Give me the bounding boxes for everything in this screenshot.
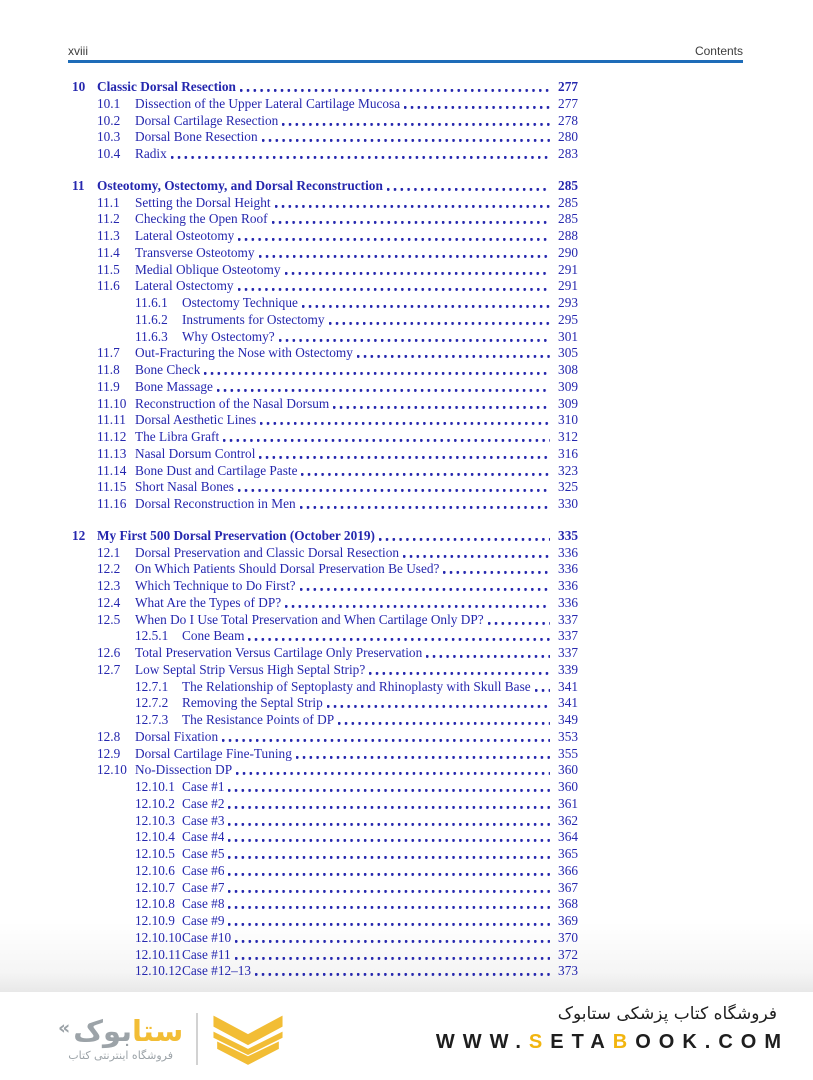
url-gold-letter: S bbox=[528, 1031, 551, 1053]
running-head: Contents bbox=[694, 44, 743, 58]
toc-entry bbox=[72, 863, 578, 880]
toc-entry bbox=[72, 829, 578, 846]
toc-entry bbox=[72, 362, 578, 379]
dot-leader bbox=[238, 79, 550, 96]
toc-entry bbox=[72, 628, 578, 645]
toc-entry bbox=[72, 262, 578, 279]
setabook-logo bbox=[58, 1008, 285, 1070]
entry-number: 12.10.10 bbox=[135, 929, 182, 945]
toc-entry bbox=[72, 345, 578, 362]
bookstore-footer bbox=[0, 992, 813, 1080]
entry-title: Case #7 bbox=[182, 879, 225, 895]
toc-entry bbox=[72, 379, 578, 396]
entry-title: Lateral Osteotomy bbox=[135, 228, 235, 243]
entry-page-number: 301 bbox=[558, 328, 578, 344]
toc-entry bbox=[72, 813, 578, 830]
url-text: ETA bbox=[550, 1031, 613, 1053]
entry-number: 11.15 bbox=[97, 479, 127, 495]
header-rule bbox=[68, 60, 743, 63]
dot-leader bbox=[226, 880, 550, 897]
page-header bbox=[68, 44, 743, 58]
wordmark-gold: ستا bbox=[132, 1014, 184, 1049]
toc-entry bbox=[72, 463, 578, 480]
toc-entry bbox=[72, 146, 578, 163]
entry-title: Case #11 bbox=[182, 946, 231, 962]
toc-entry bbox=[72, 396, 578, 413]
toc-entry bbox=[72, 278, 578, 295]
dot-leader bbox=[226, 863, 550, 880]
entry-page-number: 277 bbox=[558, 95, 578, 111]
entry-title: Ostectomy Technique bbox=[182, 295, 298, 310]
entry-page-number: 372 bbox=[558, 946, 578, 962]
entry-page-number: 337 bbox=[558, 611, 578, 627]
entry-number: 12.7 bbox=[97, 661, 121, 677]
dot-leader bbox=[377, 528, 550, 545]
entry-title: Case #6 bbox=[182, 862, 225, 878]
entry-number: 12.10.3 bbox=[135, 812, 175, 828]
dot-leader bbox=[226, 896, 550, 913]
entry-title: Low Septal Strip Versus High Septal Strip? bbox=[135, 661, 366, 677]
entry-title: Checking the Open Roof bbox=[135, 211, 268, 227]
entry-page-number: 341 bbox=[558, 695, 578, 711]
entry-title: Case #9 bbox=[182, 913, 225, 928]
toc-entry bbox=[72, 479, 578, 496]
toc-entry bbox=[72, 679, 578, 696]
logo-tagline: فروشگاه اینترنتی کتاب bbox=[68, 1048, 173, 1062]
entry-number: 12.10.7 bbox=[135, 879, 175, 895]
website-url bbox=[436, 1031, 789, 1054]
dot-leader bbox=[273, 195, 550, 212]
toc-entry bbox=[72, 412, 578, 429]
dot-leader bbox=[385, 178, 550, 195]
dot-leader bbox=[202, 362, 550, 379]
entry-number: 12.10.5 bbox=[135, 846, 175, 861]
entry-number: 12.10.1 bbox=[135, 779, 175, 794]
entry-page-number: 370 bbox=[558, 929, 578, 945]
entry-title: Dorsal Preservation and Classic Dorsal Resection bbox=[135, 544, 400, 560]
entry-page-number: 355 bbox=[558, 745, 578, 761]
dot-leader bbox=[226, 796, 550, 813]
entry-page-number: 360 bbox=[558, 779, 578, 794]
entry-number: 11.14 bbox=[97, 462, 127, 478]
toc-entry bbox=[72, 545, 578, 562]
toc-entry bbox=[72, 880, 578, 897]
logo-wordmark-block bbox=[58, 1016, 183, 1061]
entry-number: 12.6 bbox=[97, 645, 121, 660]
entry-page-number: 308 bbox=[558, 362, 578, 377]
entry-number: 12.10.6 bbox=[135, 862, 175, 878]
dot-leader bbox=[233, 930, 550, 947]
entry-page-number: 309 bbox=[558, 395, 578, 411]
entry-title: Dorsal Fixation bbox=[135, 728, 219, 744]
toc-entry bbox=[72, 796, 578, 813]
dot-leader bbox=[401, 545, 550, 562]
entry-title: Case #8 bbox=[182, 896, 225, 912]
entry-number: 11.2 bbox=[97, 211, 120, 227]
entry-page-number: 339 bbox=[558, 661, 578, 677]
entry-title: Removing the Septal Strip bbox=[182, 695, 323, 711]
entry-page-number: 360 bbox=[558, 762, 578, 778]
entry-page-number: 337 bbox=[558, 628, 578, 644]
entry-page-number: 341 bbox=[558, 678, 578, 694]
entry-number: 11.1 bbox=[97, 194, 120, 210]
dot-leader bbox=[226, 813, 550, 830]
entry-title: Case #4 bbox=[182, 829, 225, 845]
entry-number: 12.5.1 bbox=[135, 628, 169, 644]
toc-entry bbox=[72, 612, 578, 629]
dot-leader bbox=[402, 96, 550, 113]
entry-page-number: 295 bbox=[558, 311, 578, 327]
entry-page-number: 337 bbox=[558, 645, 578, 660]
toc-entry bbox=[72, 329, 578, 346]
entry-title: The Libra Graft bbox=[135, 429, 220, 444]
entry-page-number: 288 bbox=[558, 228, 578, 243]
entry-page-number: 373 bbox=[558, 963, 578, 979]
entry-page-number: 330 bbox=[558, 496, 578, 511]
entry-page-number: 336 bbox=[558, 544, 578, 560]
dot-leader bbox=[220, 729, 550, 746]
toc-entry bbox=[72, 762, 578, 779]
dot-leader bbox=[257, 245, 550, 262]
dot-leader bbox=[441, 561, 550, 578]
entry-number: 12 bbox=[72, 527, 86, 543]
entry-page-number: 280 bbox=[558, 129, 578, 145]
toc-entry bbox=[72, 712, 578, 729]
entry-page-number: 309 bbox=[558, 378, 578, 394]
footer-text-block bbox=[436, 1004, 789, 1054]
dot-leader bbox=[234, 762, 550, 779]
entry-title: Dorsal Aesthetic Lines bbox=[135, 412, 257, 428]
entry-number: 10.2 bbox=[97, 112, 121, 128]
entry-page-number: 336 bbox=[558, 578, 578, 593]
dot-leader bbox=[424, 645, 550, 662]
logo-divider bbox=[196, 1013, 198, 1065]
entry-number: 11.8 bbox=[97, 362, 120, 377]
entry-page-number: 305 bbox=[558, 345, 578, 361]
dot-leader bbox=[233, 947, 550, 964]
dot-leader bbox=[236, 479, 550, 496]
entry-title: Cone Beam bbox=[182, 628, 245, 644]
toc-entry bbox=[72, 595, 578, 612]
entry-title: Dorsal Cartilage Resection bbox=[135, 112, 279, 128]
entry-title: Case #3 bbox=[182, 812, 225, 828]
entry-page-number: 364 bbox=[558, 829, 578, 845]
toc-entry bbox=[72, 930, 578, 947]
url-text: WWW. bbox=[435, 1031, 529, 1053]
dot-leader bbox=[355, 345, 550, 362]
entry-title: Out-Fracturing the Nose with Ostectomy bbox=[135, 345, 353, 361]
toc-entry bbox=[72, 113, 578, 130]
logo-wordmark bbox=[73, 1014, 184, 1049]
entry-number: 12.2 bbox=[97, 561, 121, 577]
entry-title: Bone Massage bbox=[135, 378, 213, 394]
entry-page-number: 285 bbox=[558, 194, 578, 210]
entry-number: 10 bbox=[72, 79, 86, 94]
entry-title: The Relationship of Septoplasty and Rhinoplasty with Skull Base bbox=[182, 678, 531, 694]
entry-title: Dorsal Bone Resection bbox=[135, 129, 258, 145]
entry-title: The Resistance Points of DP bbox=[182, 712, 335, 727]
url-text: OOK.COM bbox=[635, 1031, 789, 1053]
entry-number: 11.12 bbox=[97, 429, 127, 444]
entry-page-number: 285 bbox=[558, 177, 578, 193]
entry-title: Short Nasal Bones bbox=[135, 479, 234, 495]
dot-leader bbox=[215, 379, 550, 396]
toc-entry bbox=[72, 729, 578, 746]
entry-number: 11.10 bbox=[97, 395, 127, 411]
toc-list bbox=[72, 79, 578, 980]
entry-title: No-Dissection DP bbox=[135, 762, 233, 778]
entry-number: 12.1 bbox=[97, 544, 121, 560]
toc-entry bbox=[72, 129, 578, 146]
entry-title: Why Ostectomy? bbox=[182, 328, 275, 344]
entry-title: Transverse Osteotomy bbox=[135, 244, 255, 260]
entry-page-number: 291 bbox=[558, 261, 578, 277]
store-name: فروشگاه کتاب پزشکی ستابوک bbox=[557, 1004, 777, 1024]
toc-entry bbox=[72, 947, 578, 964]
toc-entry bbox=[72, 528, 578, 545]
entry-title: Reconstruction of the Nasal Dorsum bbox=[135, 395, 330, 411]
entry-number: 11.4 bbox=[97, 244, 120, 260]
dot-leader bbox=[226, 846, 550, 863]
toc-entry bbox=[72, 662, 578, 679]
toc-entry bbox=[72, 79, 578, 96]
entry-number: 11.5 bbox=[97, 261, 120, 277]
entry-title: Radix bbox=[135, 146, 167, 161]
entry-number: 12.10.8 bbox=[135, 896, 175, 912]
entry-number: 11.3 bbox=[97, 228, 120, 243]
entry-page-number: 353 bbox=[558, 728, 578, 744]
toc-entry bbox=[72, 429, 578, 446]
dot-leader bbox=[253, 963, 550, 980]
dot-leader bbox=[283, 262, 550, 279]
entry-number: 12.10.2 bbox=[135, 795, 175, 811]
entry-title: Osteotomy, Ostectomy, and Dorsal Reconstruction bbox=[97, 177, 383, 193]
entry-number: 10.3 bbox=[97, 129, 121, 145]
toc-entry bbox=[72, 746, 578, 763]
entry-page-number: 367 bbox=[558, 879, 578, 895]
url-gold-letter: B bbox=[612, 1031, 636, 1053]
entry-title: Which Technique to Do First? bbox=[135, 578, 296, 593]
entry-title: Classic Dorsal Resection bbox=[97, 79, 236, 94]
entry-title: Case #2 bbox=[182, 795, 225, 811]
entry-page-number: 293 bbox=[558, 295, 578, 310]
entry-page-number: 365 bbox=[558, 846, 578, 861]
entry-title: When Do I Use Total Preservation and When Cartilage Only DP? bbox=[135, 611, 484, 627]
entry-page-number: 368 bbox=[558, 896, 578, 912]
entry-title: Lateral Ostectomy bbox=[135, 278, 234, 294]
entry-page-number: 366 bbox=[558, 862, 578, 878]
dot-leader bbox=[226, 779, 550, 796]
entry-page-number: 336 bbox=[558, 594, 578, 610]
entry-page-number: 336 bbox=[558, 561, 578, 577]
entry-number: 11.6.3 bbox=[135, 328, 168, 344]
dot-leader bbox=[294, 746, 550, 763]
entry-number: 12.5 bbox=[97, 611, 121, 627]
entry-number: 12.9 bbox=[97, 745, 121, 761]
entry-title: Case #5 bbox=[182, 846, 225, 861]
toc-entry bbox=[72, 228, 578, 245]
dot-leader bbox=[226, 829, 550, 846]
entry-number: 11.13 bbox=[97, 445, 127, 461]
dot-leader bbox=[336, 712, 550, 729]
toc-entry bbox=[72, 846, 578, 863]
dot-leader bbox=[533, 679, 550, 696]
dot-leader bbox=[260, 129, 550, 146]
entry-title: Dorsal Reconstruction in Men bbox=[135, 496, 296, 511]
entry-page-number: 277 bbox=[558, 79, 578, 94]
entry-title: Instruments for Ostectomy bbox=[182, 311, 325, 327]
entry-number: 11.6.1 bbox=[135, 295, 168, 310]
toc-entry bbox=[72, 211, 578, 228]
entry-page-number: 310 bbox=[558, 412, 578, 428]
entry-page-number: 312 bbox=[558, 429, 578, 444]
dot-leader bbox=[270, 211, 550, 228]
dot-leader bbox=[327, 312, 550, 329]
entry-number: 12.7.1 bbox=[135, 678, 169, 694]
entry-title: Case #1 bbox=[182, 779, 225, 794]
dot-leader bbox=[325, 695, 550, 712]
entry-title: My First 500 Dorsal Preservation (October 2019) bbox=[97, 527, 375, 543]
entry-title: Bone Dust and Cartilage Paste bbox=[135, 462, 298, 478]
entry-number: 10.1 bbox=[97, 95, 121, 111]
dot-leader bbox=[300, 295, 550, 312]
toc-entry bbox=[72, 96, 578, 113]
entry-title: What Are the Types of DP? bbox=[135, 594, 282, 610]
entry-page-number: 316 bbox=[558, 445, 578, 461]
toc-entry bbox=[72, 496, 578, 513]
entry-title: Dorsal Cartilage Fine-Tuning bbox=[135, 745, 292, 761]
entry-number: 11.11 bbox=[97, 412, 126, 428]
toc-entry bbox=[72, 312, 578, 329]
entry-page-number: 335 bbox=[558, 527, 578, 543]
entry-page-number: 362 bbox=[558, 812, 578, 828]
entry-number: 12.7.3 bbox=[135, 712, 169, 727]
toc-entry bbox=[72, 963, 578, 980]
guillemet-icon: « bbox=[58, 1017, 71, 1040]
dot-leader bbox=[277, 329, 550, 346]
entry-number: 10.4 bbox=[97, 146, 121, 161]
entry-number: 12.10.11 bbox=[135, 946, 182, 962]
toc-entry bbox=[72, 195, 578, 212]
entry-title: Nasal Dorsum Control bbox=[135, 445, 256, 461]
wordmark-gray: بوک bbox=[73, 1014, 133, 1049]
entry-number: 12.10.9 bbox=[135, 913, 175, 928]
entry-number: 12.10.12 bbox=[135, 963, 182, 979]
dot-leader bbox=[486, 612, 550, 629]
toc-entry bbox=[72, 913, 578, 930]
entry-title: Case #10 bbox=[182, 929, 232, 945]
toc-entry bbox=[72, 446, 578, 463]
entry-number: 11.7 bbox=[97, 345, 120, 361]
toc-entry bbox=[72, 578, 578, 595]
entry-title: Setting the Dorsal Height bbox=[135, 194, 271, 210]
dot-leader bbox=[226, 913, 550, 930]
entry-page-number: 291 bbox=[558, 278, 578, 294]
toc-entry bbox=[72, 178, 578, 195]
dot-leader bbox=[258, 412, 550, 429]
entry-page-number: 325 bbox=[558, 479, 578, 495]
dot-leader bbox=[298, 578, 550, 595]
entry-number: 11 bbox=[72, 177, 85, 193]
entry-page-number: 285 bbox=[558, 211, 578, 227]
dot-leader bbox=[246, 628, 550, 645]
toc-entry bbox=[72, 779, 578, 796]
folio-page-number: xviii bbox=[68, 44, 88, 58]
entry-title: Case #12–13 bbox=[182, 963, 252, 979]
dot-leader bbox=[283, 595, 550, 612]
entry-number: 12.8 bbox=[97, 728, 121, 744]
entry-number: 12.4 bbox=[97, 594, 121, 610]
entry-page-number: 361 bbox=[558, 795, 578, 811]
dot-leader bbox=[280, 113, 550, 130]
entry-title: Bone Check bbox=[135, 362, 201, 377]
dot-leader bbox=[367, 662, 550, 679]
dot-leader bbox=[169, 146, 550, 163]
entry-title: Dissection of the Upper Lateral Cartilage Mucosa bbox=[135, 95, 401, 111]
entry-title: Medial Oblique Osteotomy bbox=[135, 261, 281, 277]
dot-leader bbox=[298, 496, 550, 513]
entry-number: 12.7.2 bbox=[135, 695, 169, 711]
entry-page-number: 323 bbox=[558, 462, 578, 478]
toc-entry bbox=[72, 561, 578, 578]
entry-number: 12.10.4 bbox=[135, 829, 175, 845]
dot-leader bbox=[236, 278, 550, 295]
dot-leader bbox=[257, 446, 550, 463]
entry-number: 11.6 bbox=[97, 278, 120, 294]
dot-leader bbox=[299, 463, 550, 480]
entry-page-number: 369 bbox=[558, 913, 578, 928]
chevrons-icon bbox=[211, 1008, 285, 1070]
toc-entry bbox=[72, 645, 578, 662]
entry-page-number: 349 bbox=[558, 712, 578, 727]
entry-title: On Which Patients Should Dorsal Preservation Be Used? bbox=[135, 561, 440, 577]
dot-leader bbox=[331, 396, 550, 413]
entry-page-number: 283 bbox=[558, 146, 578, 161]
toc-entry bbox=[72, 695, 578, 712]
entry-number: 12.3 bbox=[97, 578, 121, 593]
entry-number: 11.16 bbox=[97, 496, 127, 511]
toc-entry bbox=[72, 245, 578, 262]
entry-number: 12.10 bbox=[97, 762, 127, 778]
entry-page-number: 278 bbox=[558, 112, 578, 128]
entry-title: Total Preservation Versus Cartilage Only Preservation bbox=[135, 645, 423, 660]
dot-leader bbox=[221, 429, 550, 446]
entry-page-number: 290 bbox=[558, 244, 578, 260]
toc-entry bbox=[72, 896, 578, 913]
entry-number: 11.6.2 bbox=[135, 311, 168, 327]
entry-number: 11.9 bbox=[97, 378, 120, 394]
dot-leader bbox=[236, 228, 550, 245]
toc-entry bbox=[72, 295, 578, 312]
